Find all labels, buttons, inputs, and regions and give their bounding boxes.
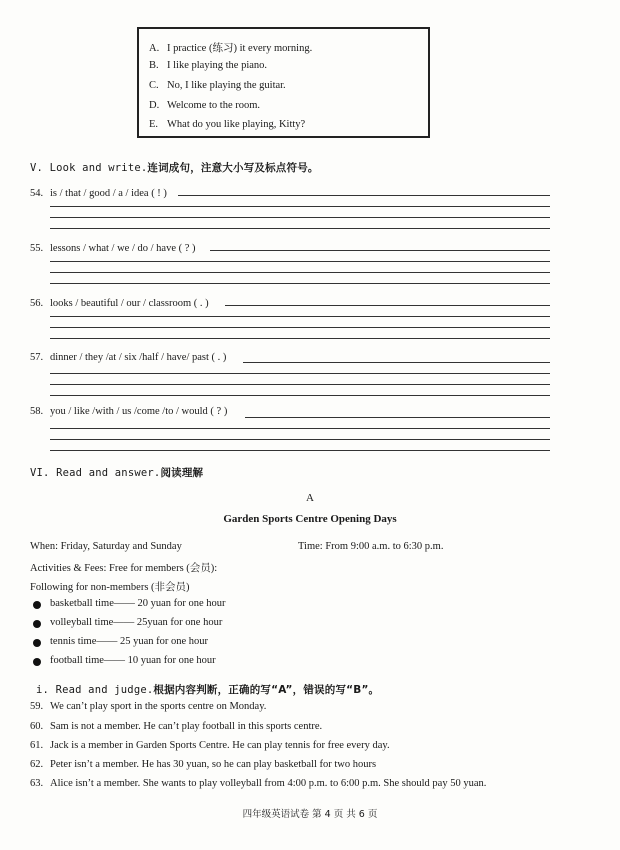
activities-fees: Activities & Fees: Free for members (会员):	[30, 563, 218, 574]
section-6-heading: VI. Read and answer.阅读理解	[30, 467, 204, 479]
page-footer: 四年级英语试卷 第 4 页 共 6 页	[242, 809, 378, 820]
fee-item: tennis time—— 25 yuan for one hour	[50, 636, 209, 647]
bullet-icon	[33, 620, 41, 628]
answer-line[interactable]	[50, 272, 550, 273]
opening-days: When: Friday, Saturday and Sunday	[30, 541, 182, 552]
question-63: 63. Alice isn’t a member. She wants to play volleyball from 4:00 p.m. to 6:00 p.m. She should pay 50 yuan.	[30, 778, 487, 789]
fee-item: basketball time—— 20 yuan for one hour	[50, 598, 226, 609]
answer-line[interactable]	[50, 373, 550, 374]
question-62: 62. Peter isn’t a member. He has 30 yuan, so he can play basketball for two hours	[30, 759, 377, 770]
answer-line[interactable]	[50, 428, 550, 429]
opening-time: Time: From 9:00 a.m. to 6:30 p.m.	[298, 541, 444, 552]
non-member-note: Following for non-members (非会员)	[30, 582, 190, 593]
option-e: E. What do you like playing, Kitty?	[149, 119, 306, 130]
option-d: D. Welcome to the room.	[149, 100, 261, 111]
options-box	[137, 27, 430, 138]
subsection-heading: i. Read and judge.根据内容判断，正确的写“A”，错误的写“B”。	[36, 684, 380, 696]
question-60: 60. Sam is not a member. He can’t play football in this sports centre.	[30, 721, 323, 732]
answer-line[interactable]	[210, 250, 550, 251]
option-a: A. I practice (练习) it every morning.	[149, 43, 313, 54]
answer-line[interactable]	[50, 338, 550, 339]
answer-line[interactable]	[50, 316, 550, 317]
answer-line[interactable]	[243, 362, 550, 363]
answer-line[interactable]	[50, 261, 550, 262]
question-58: 58. you / like /with / us /come /to / would ( ? )	[30, 406, 228, 417]
answer-line[interactable]	[50, 450, 550, 451]
question-59: 59. We can’t play sport in the sports centre on Monday.	[30, 701, 267, 712]
question-56: 56. looks / beautiful / our / classroom ( . )	[30, 298, 209, 309]
answer-line[interactable]	[50, 283, 550, 284]
answer-line[interactable]	[50, 217, 550, 218]
answer-line[interactable]	[245, 417, 550, 418]
answer-line[interactable]	[50, 439, 550, 440]
question-55: 55. lessons / what / we / do / have ( ? )	[30, 243, 196, 254]
answer-line[interactable]	[50, 206, 550, 207]
answer-line[interactable]	[50, 395, 550, 396]
option-b: B. I like playing the piano.	[149, 60, 268, 71]
answer-line[interactable]	[50, 327, 550, 328]
option-c: C. No, I like playing the guitar.	[149, 80, 286, 91]
answer-line[interactable]	[50, 384, 550, 385]
fee-item: football time—— 10 yuan for one hour	[50, 655, 216, 666]
passage-title: Garden Sports Centre Opening Days	[223, 513, 397, 525]
answer-line[interactable]	[50, 228, 550, 229]
bullet-icon	[33, 601, 41, 609]
answer-line[interactable]	[178, 195, 550, 196]
question-61: 61. Jack is a member in Garden Sports Centre. He can play tennis for free every day.	[30, 740, 390, 751]
bullet-icon	[33, 658, 41, 666]
bullet-icon	[33, 639, 41, 647]
question-54: 54. is / that / good / a / idea ( ! )	[30, 188, 167, 199]
passage-letter: A	[306, 492, 314, 504]
answer-line[interactable]	[225, 305, 550, 306]
section-5-heading: V. Look and write.连词成句，注意大小写及标点符号。	[30, 162, 319, 174]
fee-item: volleyball time—— 25yuan for one hour	[50, 617, 223, 628]
question-57: 57. dinner / they /at / six /half / have/ past ( . )	[30, 352, 227, 363]
